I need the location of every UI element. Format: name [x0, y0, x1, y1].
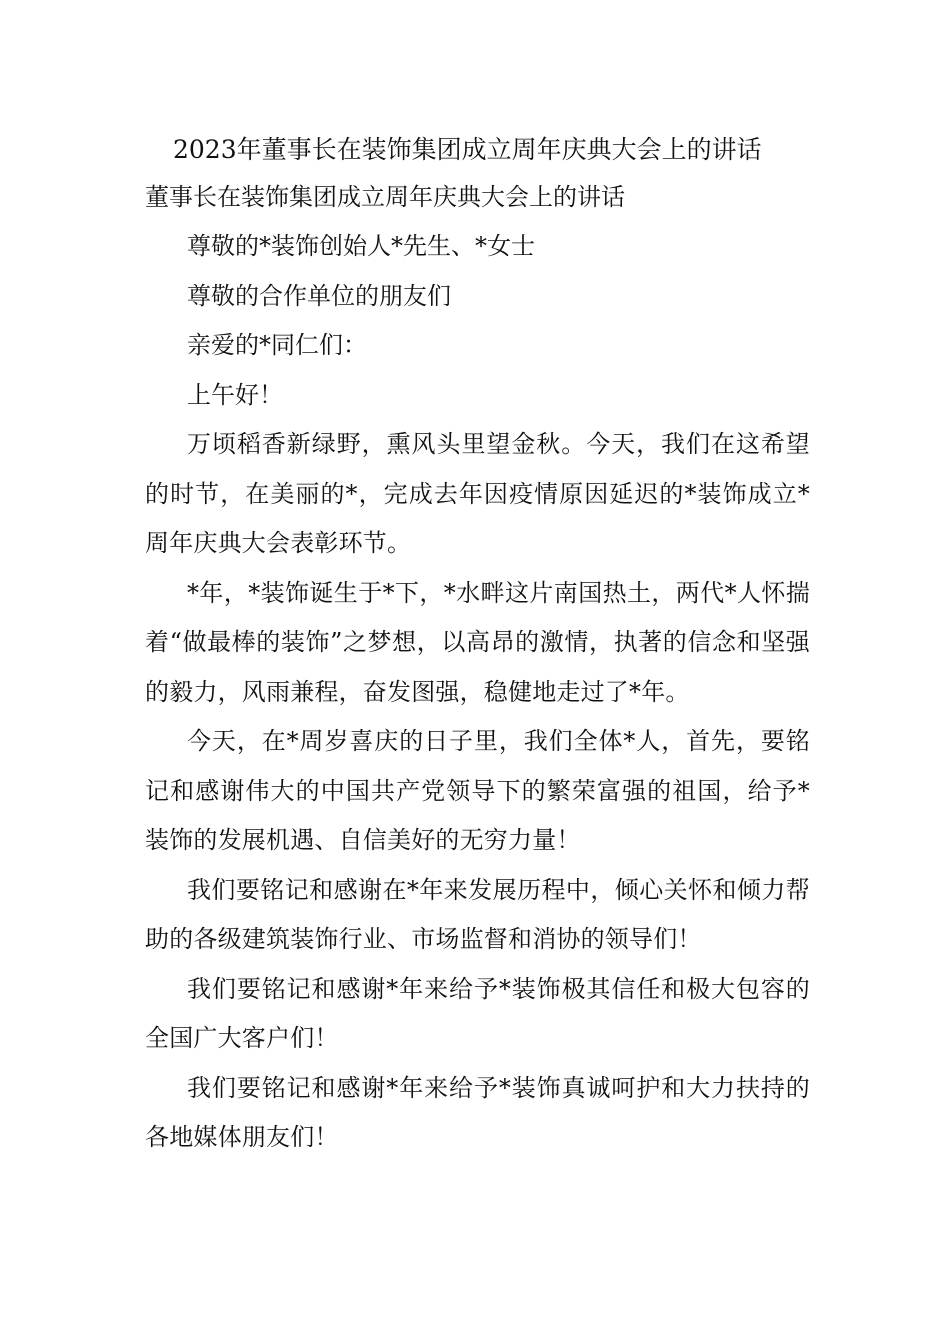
body-paragraph: 万顷稻香新绿野，熏风头里望金秋。今天，我们在这希望的时节，在美丽的*，完成去年因疫情原因延迟的*装饰成立*周年庆典大会表彰环节。: [145, 430, 810, 557]
greeting-line: 上午好！: [187, 380, 283, 409]
document-body: [145, 128, 810, 1163]
body-paragraph: 我们要铭记和感谢*年来给予*装饰极其信任和极大包容的全国广大客户们！: [145, 974, 810, 1052]
document-title: 2023年董事长在装饰集团成立周年庆典大会上的讲话: [173, 135, 762, 164]
greeting-line: 亲爱的*同仁们：: [187, 331, 367, 359]
greeting-line: 尊敬的*装饰创始人*先生、*女士: [187, 232, 535, 260]
greeting-line: 尊敬的合作单位的朋友们: [187, 281, 451, 310]
body-paragraph: 今天，在*周岁喜庆的日子里，我们全体*人，首先，要铭记和感谢伟大的中国共产党领导下的繁荣富强的祖国，给予*装饰的发展机遇、自信美好的无穷力量！: [145, 727, 810, 854]
document-subtitle: 董事长在装饰集团成立周年庆典大会上的讲话: [145, 183, 625, 211]
body-paragraph: *年，*装饰诞生于*下，*水畔这片南国热土，两代*人怀揣着“做最棒的装饰”之梦想，以高昂的激情，执著的信念和坚强的毅力，风雨兼程，奋发图强，稳健地走过了*年。: [145, 578, 810, 706]
body-paragraph: 我们要铭记和感谢*年来给予*装饰真诚呵护和大力扶持的各地媒体朋友们！: [145, 1073, 810, 1151]
body-paragraph: 我们要铭记和感谢在*年来发展历程中，倾心关怀和倾力帮助的各级建筑装饰行业、市场监督和消协的领导们！: [145, 875, 810, 953]
